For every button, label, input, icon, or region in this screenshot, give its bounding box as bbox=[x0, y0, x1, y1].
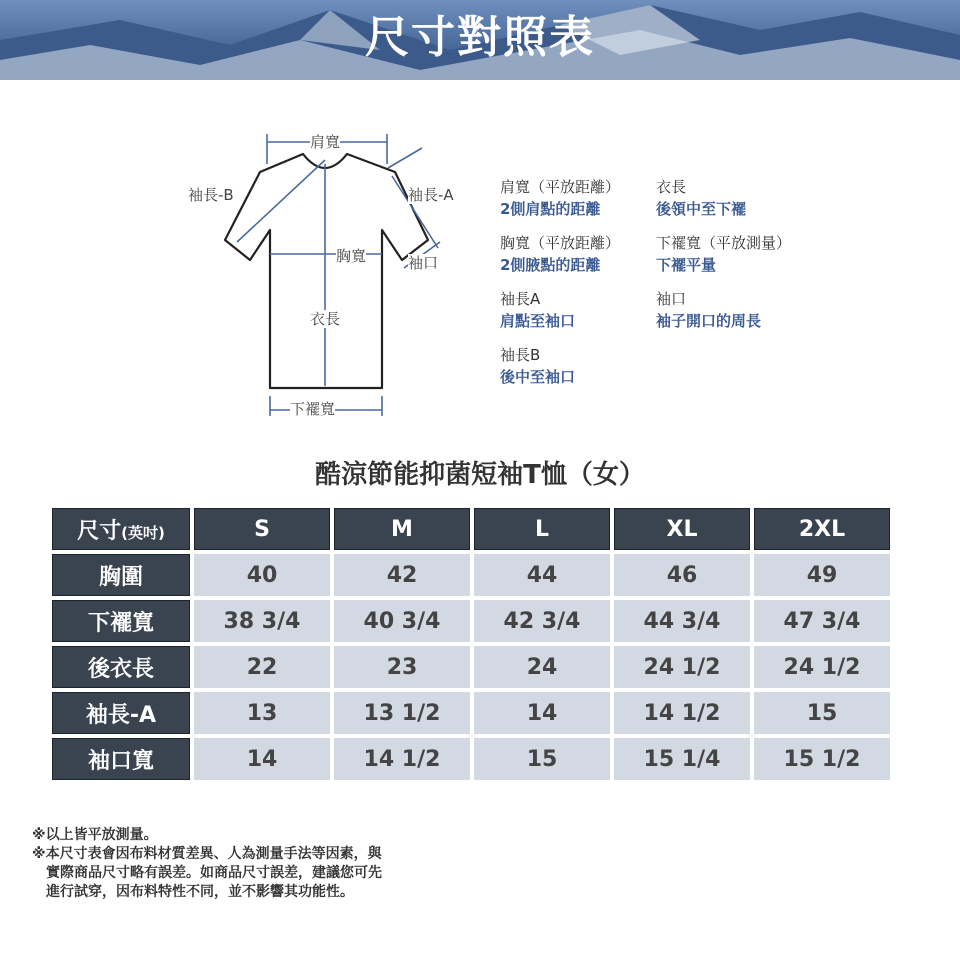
table-cell: 13 1/2 bbox=[334, 692, 470, 734]
table-cell: 40 3/4 bbox=[334, 600, 470, 642]
table-cell: 40 bbox=[194, 554, 330, 596]
table-cell: 24 bbox=[474, 646, 610, 688]
legend-title: 肩寬（平放距離） bbox=[500, 178, 621, 196]
legend-item bbox=[500, 344, 660, 388]
note-line: ※以上皆平放測量。 bbox=[32, 827, 158, 843]
product-title: 酷涼節能抑菌短袖T恤（女） bbox=[315, 460, 645, 490]
table-cell: 44 3/4 bbox=[614, 600, 750, 642]
table-cell: 23 bbox=[334, 646, 470, 688]
legend-title: 衣長 bbox=[656, 178, 687, 196]
table-cell: 14 1/2 bbox=[334, 738, 470, 780]
table-cell: 15 1/2 bbox=[754, 738, 890, 780]
legend-item bbox=[656, 232, 816, 276]
legend-description: 2側肩點的距離 bbox=[500, 200, 601, 218]
table-cell: 15 1/4 bbox=[614, 738, 750, 780]
diagram-label-hem: 下襬寬 bbox=[290, 400, 336, 418]
size-chart-table bbox=[48, 504, 894, 784]
table-cell: 22 bbox=[194, 646, 330, 688]
size-header-m: M bbox=[334, 508, 470, 550]
header-banner bbox=[0, 0, 960, 80]
diagram-label-chest: 胸寬 bbox=[336, 247, 367, 265]
measurement-notes bbox=[32, 826, 382, 902]
table-cell: 24 1/2 bbox=[754, 646, 890, 688]
table-cell: 14 bbox=[194, 738, 330, 780]
legend-description: 袖子開口的周長 bbox=[656, 312, 762, 330]
note-line: ※本尺寸表會因布料材質差異、人為測量手法等因素，與 bbox=[32, 846, 382, 862]
size-header-2xl: 2XL bbox=[754, 508, 890, 550]
table-cell: 15 bbox=[754, 692, 890, 734]
table-cell: 42 3/4 bbox=[474, 600, 610, 642]
row-label: 袖長-A bbox=[52, 692, 190, 734]
corner-unit: (英吋) bbox=[121, 523, 165, 542]
legend-item bbox=[500, 232, 660, 276]
size-header-xl: XL bbox=[614, 508, 750, 550]
table-row bbox=[52, 600, 890, 642]
row-label: 後衣長 bbox=[52, 646, 190, 688]
diagram-label-sleeve-a: 袖長-A bbox=[408, 186, 454, 204]
row-label: 胸圍 bbox=[52, 554, 190, 596]
diagram-label-sleeve-b: 袖長-B bbox=[188, 186, 234, 204]
table-cell: 38 3/4 bbox=[194, 600, 330, 642]
tshirt-outline-icon bbox=[170, 120, 480, 430]
table-cell: 14 1/2 bbox=[614, 692, 750, 734]
legend-title: 下襬寬（平放測量） bbox=[656, 234, 792, 252]
table-header-row bbox=[52, 508, 890, 550]
legend-item bbox=[500, 176, 660, 220]
table-cell: 24 1/2 bbox=[614, 646, 750, 688]
table-cell: 42 bbox=[334, 554, 470, 596]
tshirt-measurement-diagram bbox=[170, 120, 480, 430]
row-label: 袖口寬 bbox=[52, 738, 190, 780]
legend-item bbox=[500, 288, 660, 332]
note-line: 進行試穿，因布料特性不同，並不影響其功能性。 bbox=[46, 884, 354, 900]
size-header-s: S bbox=[194, 508, 330, 550]
row-label: 下襬寬 bbox=[52, 600, 190, 642]
diagram-label-length: 衣長 bbox=[310, 310, 341, 328]
legend-description: 下襬平量 bbox=[656, 256, 717, 274]
table-cell: 14 bbox=[474, 692, 610, 734]
legend-description: 後中至袖口 bbox=[500, 368, 576, 386]
legend-title: 胸寬（平放距離） bbox=[500, 234, 621, 252]
table-cell: 15 bbox=[474, 738, 610, 780]
note-line: 實際商品尺寸略有誤差。如商品尺寸誤差，建議您可先 bbox=[46, 865, 382, 881]
table-cell: 13 bbox=[194, 692, 330, 734]
diagram-label-cuff: 袖口 bbox=[408, 254, 439, 272]
legend-description: 2側腋點的距離 bbox=[500, 256, 601, 274]
table-row bbox=[52, 646, 890, 688]
table-row bbox=[52, 554, 890, 596]
legend-title: 袖口 bbox=[656, 290, 687, 308]
table-cell: 44 bbox=[474, 554, 610, 596]
table-cell: 49 bbox=[754, 554, 890, 596]
size-header-l: L bbox=[474, 508, 610, 550]
diagram-label-shoulder: 肩寬 bbox=[310, 133, 341, 151]
table-cell: 47 3/4 bbox=[754, 600, 890, 642]
table-cell: 46 bbox=[614, 554, 750, 596]
corner-label: 尺寸 bbox=[77, 518, 122, 544]
legend-title: 袖長A bbox=[500, 290, 541, 308]
legend-description: 肩點至袖口 bbox=[500, 312, 576, 330]
legend-description: 後領中至下襬 bbox=[656, 200, 747, 218]
table-row bbox=[52, 738, 890, 780]
legend-title: 袖長B bbox=[500, 346, 541, 364]
legend-item bbox=[656, 176, 816, 220]
table-row bbox=[52, 692, 890, 734]
table-corner-header bbox=[52, 508, 190, 550]
banner-title: 尺寸對照表 bbox=[365, 12, 595, 63]
legend-item bbox=[656, 288, 816, 332]
